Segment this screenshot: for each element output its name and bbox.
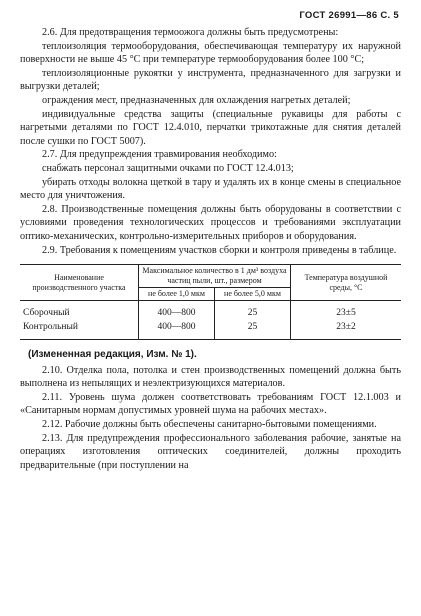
table-cell-large: 25 bbox=[214, 301, 290, 321]
table-cell-large: 25 bbox=[214, 320, 290, 340]
table-cell-small: 400—800 bbox=[139, 301, 215, 321]
table-row bbox=[20, 301, 401, 321]
room-requirements-table bbox=[20, 264, 401, 340]
table-header-temperature: Температура воздушной среды, °С bbox=[291, 265, 402, 301]
section-2-8: 2.8. Производственные помещения должны быть оборудованы в соответствии с условиями проведения технологических процессов и требованиями эксплуатации оптико-механических, контрольно-измерительных приборов и оборудования. bbox=[20, 203, 401, 242]
table-cell-small: 400—800 bbox=[139, 320, 215, 340]
item-2-6-4: индивидуальные средства защиты (специальные рукавицы для работы с нагретыми деталями по ГОСТ 12.4.010, перчатки трикотажные для снятия деталей после сушки по ГОСТ 5007). bbox=[20, 108, 401, 147]
item-2-6-1: теплоизоляция термооборудования, обеспечивающая температуру их наружной поверхности не выше 45 °С при температуре термооборудования более 100 °С; bbox=[20, 40, 401, 66]
section-2-9: 2.9. Требования к помещениям участков сборки и контроля приведены в таблице. bbox=[42, 244, 397, 256]
table-header-name: Наименование производственного участка bbox=[20, 265, 139, 301]
table-row bbox=[20, 320, 401, 340]
section-2-11: 2.11. Уровень шума должен соответствовать требованиям ГОСТ 12.1.003 и «Санитарным нормам допустимых уровней шума на рабочих местах». bbox=[20, 391, 401, 417]
section-2-10: 2.10. Отделка пола, потолка и стен производственных помещений должна быть выполнена из непылящих и неэлектризующихся материалов. bbox=[20, 364, 401, 390]
table-header-dust: Максимальное количество в 1 дм³ воздуха частиц пыли, шт., размером bbox=[139, 265, 291, 288]
item-2-6-3: ограждения мест, предназначенных для охлаждения нагретых деталей; bbox=[42, 94, 351, 106]
item-2-7-2: убирать отходы волокна щеткой в тару и удалять их в конце смены в специальное место для уничтожения. bbox=[20, 176, 401, 202]
table-cell-name: Контрольный bbox=[20, 320, 139, 340]
document-body bbox=[20, 26, 401, 472]
revision-note: (Измененная редакция, Изм. № 1). bbox=[28, 349, 197, 361]
item-2-7-1: снабжать персонал защитными очками по ГОСТ 12.4.013; bbox=[42, 162, 294, 174]
section-2-12: 2.12. Рабочие должны быть обеспечены санитарно-бытовыми помещениями. bbox=[42, 419, 377, 431]
table-cell-name: Сборочный bbox=[23, 308, 70, 319]
section-2-13: 2.13. Для предупреждения профессионального заболевания рабочие, занятые на операциях изготовления оптических соединителей, должны проходить предварительные (при поступлении на bbox=[20, 432, 401, 471]
item-2-6-2: теплоизоляционные рукоятки у инструмента, предназначенного для загрузки и выгрузки деталей; bbox=[20, 67, 401, 93]
page-header: ГОСТ 26991—86 С. 5 bbox=[299, 10, 399, 21]
table-header-size-1: не более 1,0 мкм bbox=[139, 288, 215, 301]
table-header-size-5: не более 5,0 мкм bbox=[214, 288, 290, 301]
section-2-6: 2.6. Для предотвращения термоожога должны быть предусмотрены: bbox=[42, 27, 339, 38]
table-cell-temp: 23±2 bbox=[291, 320, 402, 340]
section-2-7: 2.7. Для предупреждения травмирования необходимо: bbox=[42, 149, 277, 161]
table-cell-temp: 23±5 bbox=[291, 301, 402, 321]
